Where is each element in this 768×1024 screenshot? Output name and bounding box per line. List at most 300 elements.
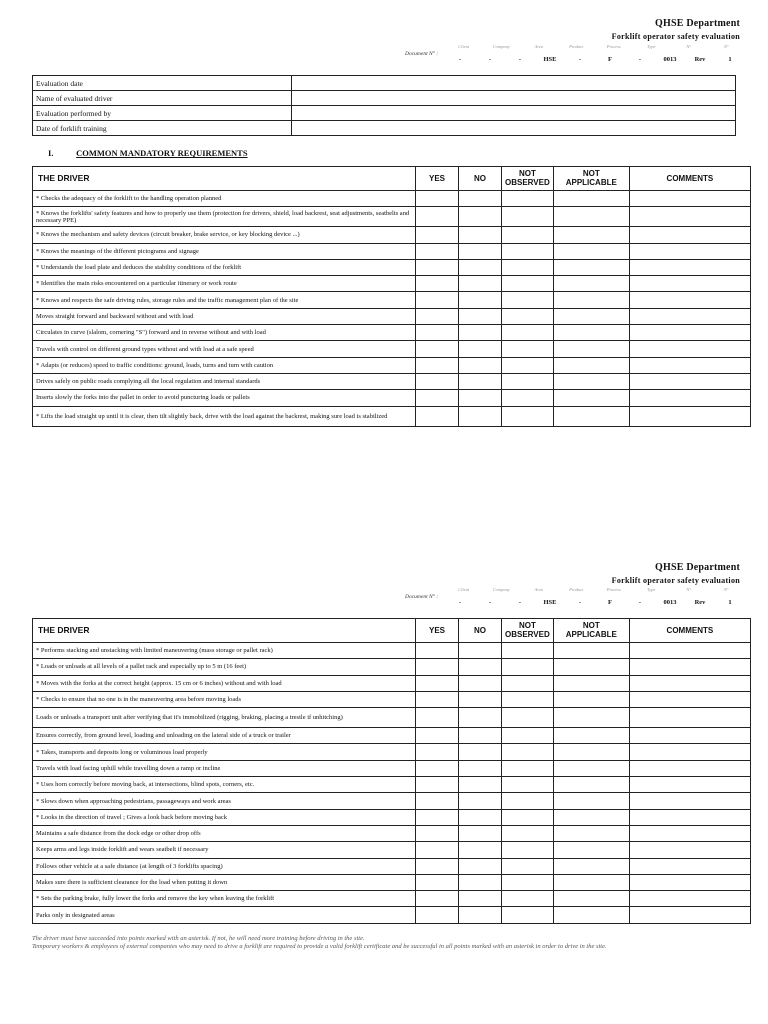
table-row <box>33 825 751 841</box>
no-cell[interactable] <box>459 643 502 659</box>
document-code-values <box>445 56 745 63</box>
not-observed-cell[interactable] <box>502 292 554 308</box>
not-observed-cell[interactable] <box>502 708 554 728</box>
table-row <box>33 760 751 776</box>
criterion-text: Follows other vehicle at a safe distance (at length of 3 forklifts spacing) <box>33 858 416 874</box>
department-title: QHSE Department <box>655 18 740 29</box>
criterion-text: * Uses horn correctly before moving back, at intersections, blind spots, corners, etc. <box>33 777 416 793</box>
document-number-line <box>405 44 745 66</box>
table-row <box>33 891 751 907</box>
not-observed-cell[interactable] <box>502 643 554 659</box>
department-title: QHSE Department <box>655 562 740 573</box>
comments-cell[interactable] <box>629 308 750 324</box>
table-row <box>33 777 751 793</box>
no-cell[interactable] <box>459 373 502 389</box>
no-cell[interactable] <box>459 390 502 406</box>
doc-col: Company <box>492 44 510 49</box>
yes-cell[interactable] <box>416 874 459 890</box>
no-cell[interactable] <box>459 227 502 243</box>
criterion-text: Makes sure there is sufficient clearance for the load when putting it down <box>33 874 416 890</box>
criterion-text: Parks only in designated areas <box>33 907 416 923</box>
doc-val: Rev <box>694 56 706 63</box>
doc-val: - <box>458 56 462 63</box>
doc-val: 0013 <box>663 599 677 606</box>
table-row <box>33 691 751 707</box>
comments-cell[interactable] <box>629 760 750 776</box>
criterion-text: * Slows down when approaching pedestrians, passageways and work areas <box>33 793 416 809</box>
yes-cell[interactable] <box>416 728 459 744</box>
table-header-row <box>33 619 751 643</box>
section-number: I. <box>48 148 54 158</box>
document-number-label: Document N° : <box>405 51 439 57</box>
criterion-text: * Adapts (or reduces) speed to traffic conditions: ground, loads, turns and turn with caution <box>33 357 416 373</box>
comments-cell[interactable] <box>629 858 750 874</box>
info-row <box>33 91 736 106</box>
table-row <box>33 643 751 659</box>
not-observed-cell[interactable] <box>502 777 554 793</box>
no-cell[interactable] <box>459 842 502 858</box>
no-cell[interactable] <box>459 760 502 776</box>
comments-cell[interactable] <box>629 675 750 691</box>
table-row <box>33 842 751 858</box>
header-not-applicable-text: NOT APPLICABLE <box>565 620 617 639</box>
not-applicable-cell[interactable] <box>553 728 629 744</box>
comments-cell[interactable] <box>629 793 750 809</box>
yes-cell[interactable] <box>416 259 459 275</box>
table-row <box>33 259 751 275</box>
table-row <box>33 390 751 406</box>
header-comments: COMMENTS <box>629 619 750 643</box>
table-row <box>33 373 751 389</box>
no-cell[interactable] <box>459 675 502 691</box>
not-observed-cell[interactable] <box>502 858 554 874</box>
yes-cell[interactable] <box>416 809 459 825</box>
comments-cell[interactable] <box>629 643 750 659</box>
not-observed-cell[interactable] <box>502 809 554 825</box>
doc-val: - <box>578 56 582 63</box>
doc-val: - <box>578 599 582 606</box>
not-observed-cell[interactable] <box>502 406 554 426</box>
not-observed-cell[interactable] <box>502 842 554 858</box>
form-title: Forklift operator safety evaluation <box>611 576 740 585</box>
criterion-text: Circulates in curve (slalom, cornering "S") forward and in reverse without and with load <box>33 325 416 341</box>
doc-col: Process <box>606 44 621 49</box>
criterion-text: Maintains a safe distance from the dock edge or other drop offs <box>33 825 416 841</box>
header-no: NO <box>459 167 502 191</box>
not-observed-cell[interactable] <box>502 659 554 675</box>
criterion-text: Loads or unloads a transport unit after verifying that it's immobilized (rigging, braking, placing a trestle if unhitching) <box>33 708 416 728</box>
table-row <box>33 793 751 809</box>
info-row <box>33 106 736 121</box>
criterion-text: * Looks in the direction of travel ; Gives a look back before moving back <box>33 809 416 825</box>
section-heading <box>48 148 248 158</box>
no-cell[interactable] <box>459 874 502 890</box>
not-observed-cell[interactable] <box>502 874 554 890</box>
comments-cell[interactable] <box>629 243 750 259</box>
doc-col: Type <box>647 587 656 592</box>
criterion-text: * Moves with the forks at the correct height (approx. 15 cm or 6 inches) without and with load <box>33 675 416 691</box>
not-observed-cell[interactable] <box>502 259 554 275</box>
criterion-text: * Knows the mechanism and safety devices (circuit breaker, brake service, or key blocking device ...) <box>33 227 416 243</box>
yes-cell[interactable] <box>416 191 459 207</box>
doc-col: Client <box>458 44 470 49</box>
no-cell[interactable] <box>459 276 502 292</box>
comments-cell[interactable] <box>629 809 750 825</box>
yes-cell[interactable] <box>416 227 459 243</box>
no-cell[interactable] <box>459 744 502 760</box>
comments-cell[interactable] <box>629 728 750 744</box>
comments-cell[interactable] <box>629 659 750 675</box>
not-observed-cell[interactable] <box>502 760 554 776</box>
comments-cell[interactable] <box>629 373 750 389</box>
doc-col: Company <box>492 587 510 592</box>
doc-col: Product <box>569 587 584 592</box>
document-code-values <box>445 599 745 606</box>
evaluation-table-page1 <box>32 166 751 427</box>
doc-col: N° <box>723 587 729 592</box>
not-applicable-cell[interactable] <box>553 390 629 406</box>
table-row <box>33 744 751 760</box>
not-applicable-cell[interactable] <box>553 308 629 324</box>
yes-cell[interactable] <box>416 292 459 308</box>
yes-cell[interactable] <box>416 708 459 728</box>
doc-val: 0013 <box>663 56 677 63</box>
no-cell[interactable] <box>459 708 502 728</box>
not-applicable-cell[interactable] <box>553 259 629 275</box>
not-observed-cell[interactable] <box>502 341 554 357</box>
comments-cell[interactable] <box>629 708 750 728</box>
no-cell[interactable] <box>459 809 502 825</box>
yes-cell[interactable] <box>416 675 459 691</box>
table-row <box>33 207 751 227</box>
not-observed-cell[interactable] <box>502 373 554 389</box>
doc-val: F <box>608 599 612 606</box>
not-applicable-cell[interactable] <box>553 744 629 760</box>
info-label: Name of evaluated driver <box>33 91 292 106</box>
doc-col: N° <box>723 44 729 49</box>
criterion-text: * Knows and respects the safe driving rules, storage rules and the traffic management plan of the site <box>33 292 416 308</box>
doc-val: HSE <box>543 56 557 63</box>
document-code-columns <box>445 587 745 592</box>
comments-cell[interactable] <box>629 842 750 858</box>
comments-cell[interactable] <box>629 191 750 207</box>
yes-cell[interactable] <box>416 760 459 776</box>
yes-cell[interactable] <box>416 357 459 373</box>
yes-cell[interactable] <box>416 373 459 389</box>
evaluation-date-field[interactable] <box>292 76 736 91</box>
not-applicable-cell[interactable] <box>553 373 629 389</box>
yes-cell[interactable] <box>416 744 459 760</box>
not-applicable-cell[interactable] <box>553 793 629 809</box>
yes-cell[interactable] <box>416 793 459 809</box>
no-cell[interactable] <box>459 691 502 707</box>
table-row <box>33 874 751 890</box>
criterion-text: * Sets the parking brake, fully lower the forks and remove the key when leaving the forklift <box>33 891 416 907</box>
doc-col: Process <box>606 587 621 592</box>
no-cell[interactable] <box>459 292 502 308</box>
not-applicable-cell[interactable] <box>553 243 629 259</box>
not-applicable-cell[interactable] <box>553 858 629 874</box>
document-number-label: Document N° : <box>405 594 439 600</box>
comments-cell[interactable] <box>629 874 750 890</box>
not-observed-cell[interactable] <box>502 891 554 907</box>
criterion-text: * Takes, transports and deposits long or voluminous load properly <box>33 744 416 760</box>
yes-cell[interactable] <box>416 659 459 675</box>
table-row <box>33 406 751 426</box>
not-applicable-cell[interactable] <box>553 874 629 890</box>
driver-name-field[interactable] <box>292 91 736 106</box>
page1-header <box>612 18 740 41</box>
not-observed-cell[interactable] <box>502 728 554 744</box>
doc-col: Type <box>647 44 656 49</box>
comments-cell[interactable] <box>629 406 750 426</box>
header-not-observed <box>502 619 554 643</box>
yes-cell[interactable] <box>416 325 459 341</box>
footer-notes <box>32 935 752 951</box>
doc-val: - <box>458 599 462 606</box>
no-cell[interactable] <box>459 907 502 923</box>
doc-col: N° <box>686 587 692 592</box>
yes-cell[interactable] <box>416 907 459 923</box>
no-cell[interactable] <box>459 659 502 675</box>
comments-cell[interactable] <box>629 325 750 341</box>
not-observed-cell[interactable] <box>502 243 554 259</box>
yes-cell[interactable] <box>416 243 459 259</box>
no-cell[interactable] <box>459 858 502 874</box>
comments-cell[interactable] <box>629 357 750 373</box>
not-applicable-cell[interactable] <box>553 276 629 292</box>
yes-cell[interactable] <box>416 691 459 707</box>
table-row <box>33 728 751 744</box>
table-row <box>33 276 751 292</box>
table-row <box>33 809 751 825</box>
doc-val: HSE <box>543 599 557 606</box>
no-cell[interactable] <box>459 325 502 341</box>
doc-val: - <box>518 56 522 63</box>
table-row <box>33 708 751 728</box>
not-observed-cell[interactable] <box>502 227 554 243</box>
comments-cell[interactable] <box>629 777 750 793</box>
header-not-observed-text: NOT OBSERVED <box>505 168 550 187</box>
comments-cell[interactable] <box>629 341 750 357</box>
no-cell[interactable] <box>459 357 502 373</box>
header-driver: THE DRIVER <box>33 167 416 191</box>
not-observed-cell[interactable] <box>502 793 554 809</box>
comments-cell[interactable] <box>629 207 750 227</box>
no-cell[interactable] <box>459 406 502 426</box>
yes-cell[interactable] <box>416 390 459 406</box>
no-cell[interactable] <box>459 793 502 809</box>
info-label: Date of forklift training <box>33 121 292 136</box>
criterion-text: * Knows the forklifts' safety features and how to properly use them (protection for drivers, shield, load backrest, seat adjustments, seatbelts and necessary PPE) <box>33 207 416 227</box>
doc-col: Area <box>534 44 544 49</box>
criterion-text: Inserts slowly the forks into the pallet in order to avoid puncturing loads or pallets <box>33 390 416 406</box>
criterion-text: * Knows the meanings of the different pictograms and signage <box>33 243 416 259</box>
not-applicable-cell[interactable] <box>553 643 629 659</box>
not-applicable-cell[interactable] <box>553 659 629 675</box>
no-cell[interactable] <box>459 243 502 259</box>
header-driver: THE DRIVER <box>33 619 416 643</box>
yes-cell[interactable] <box>416 825 459 841</box>
no-cell[interactable] <box>459 341 502 357</box>
info-row <box>33 121 736 136</box>
criterion-text: * Understands the load plate and deduces the stability conditions of the forklift <box>33 259 416 275</box>
not-applicable-cell[interactable] <box>553 292 629 308</box>
no-cell[interactable] <box>459 891 502 907</box>
evaluation-info-table <box>32 75 736 136</box>
section-title: COMMON MANDATORY REQUIREMENTS <box>76 148 248 158</box>
no-cell[interactable] <box>459 191 502 207</box>
evaluator-field[interactable] <box>292 106 736 121</box>
not-observed-cell[interactable] <box>502 191 554 207</box>
criterion-text: Ensures correctly, from ground level, loading and unloading on the lateral side of a truck or trailer <box>33 728 416 744</box>
table-row <box>33 675 751 691</box>
not-applicable-cell[interactable] <box>553 191 629 207</box>
yes-cell[interactable] <box>416 842 459 858</box>
not-applicable-cell[interactable] <box>553 809 629 825</box>
not-observed-cell[interactable] <box>502 308 554 324</box>
not-observed-cell[interactable] <box>502 357 554 373</box>
table-row <box>33 907 751 923</box>
comments-cell[interactable] <box>629 227 750 243</box>
table-row <box>33 191 751 207</box>
comments-cell[interactable] <box>629 390 750 406</box>
comments-cell[interactable] <box>629 907 750 923</box>
not-applicable-cell[interactable] <box>553 891 629 907</box>
footer-note: The driver must have succeeded into points marked with an asterisk. If not, he will need more training before driving in the site. <box>32 935 365 942</box>
document-code-columns <box>445 44 745 49</box>
yes-cell[interactable] <box>416 308 459 324</box>
doc-col: N° <box>686 44 692 49</box>
not-applicable-cell[interactable] <box>553 777 629 793</box>
header-comments: COMMENTS <box>629 167 750 191</box>
not-observed-cell[interactable] <box>502 390 554 406</box>
not-observed-cell[interactable] <box>502 675 554 691</box>
table-row <box>33 357 751 373</box>
header-not-applicable-text: NOT APPLICABLE <box>565 168 617 187</box>
doc-val: F <box>608 56 612 63</box>
doc-col: Product <box>569 44 584 49</box>
info-row <box>33 76 736 91</box>
not-applicable-cell[interactable] <box>553 357 629 373</box>
header-yes: YES <box>416 167 459 191</box>
not-observed-cell[interactable] <box>502 276 554 292</box>
not-applicable-cell[interactable] <box>553 907 629 923</box>
not-applicable-cell[interactable] <box>553 760 629 776</box>
criterion-text: * Checks the adequacy of the forklift to the handling operation planned <box>33 191 416 207</box>
not-applicable-cell[interactable] <box>553 691 629 707</box>
table-row <box>33 227 751 243</box>
not-observed-cell[interactable] <box>502 907 554 923</box>
info-label: Evaluation date <box>33 76 292 91</box>
table-header-row <box>33 167 751 191</box>
yes-cell[interactable] <box>416 276 459 292</box>
not-applicable-cell[interactable] <box>553 675 629 691</box>
not-applicable-cell[interactable] <box>553 825 629 841</box>
not-observed-cell[interactable] <box>502 744 554 760</box>
not-observed-cell[interactable] <box>502 207 554 227</box>
not-applicable-cell[interactable] <box>553 842 629 858</box>
comments-cell[interactable] <box>629 259 750 275</box>
header-no: NO <box>459 619 502 643</box>
header-not-applicable <box>553 619 629 643</box>
comments-cell[interactable] <box>629 292 750 308</box>
comments-cell[interactable] <box>629 276 750 292</box>
criterion-text: Travels with control on different ground types without and with load at a safe speed <box>33 341 416 357</box>
criterion-text: Keeps arms and legs inside forklift and wears seatbelt if necessary <box>33 842 416 858</box>
not-applicable-cell[interactable] <box>553 227 629 243</box>
criterion-text: * Identifies the main risks encountered on a particular itinerary or work route <box>33 276 416 292</box>
table-row <box>33 292 751 308</box>
doc-val: - <box>488 599 492 606</box>
info-label: Evaluation performed by <box>33 106 292 121</box>
no-cell[interactable] <box>459 825 502 841</box>
table-row <box>33 858 751 874</box>
no-cell[interactable] <box>459 207 502 227</box>
table-row <box>33 325 751 341</box>
document-number-line <box>405 587 745 609</box>
not-applicable-cell[interactable] <box>553 207 629 227</box>
not-observed-cell[interactable] <box>502 325 554 341</box>
yes-cell[interactable] <box>416 341 459 357</box>
yes-cell[interactable] <box>416 891 459 907</box>
doc-val: Rev <box>694 599 706 606</box>
header-not-applicable <box>553 167 629 191</box>
comments-cell[interactable] <box>629 891 750 907</box>
not-observed-cell[interactable] <box>502 691 554 707</box>
table-row <box>33 243 751 259</box>
table-row <box>33 659 751 675</box>
doc-val: 1 <box>728 599 732 606</box>
doc-col: Area <box>534 587 544 592</box>
criterion-text: Travels with load facing uphill while travelling down a ramp or incline <box>33 760 416 776</box>
not-applicable-cell[interactable] <box>553 325 629 341</box>
not-applicable-cell[interactable] <box>553 341 629 357</box>
comments-cell[interactable] <box>629 744 750 760</box>
yes-cell[interactable] <box>416 207 459 227</box>
doc-col: Client <box>458 587 470 592</box>
page2-header <box>612 562 740 585</box>
not-applicable-cell[interactable] <box>553 708 629 728</box>
yes-cell[interactable] <box>416 643 459 659</box>
not-applicable-cell[interactable] <box>553 406 629 426</box>
table-row <box>33 341 751 357</box>
form-title: Forklift operator safety evaluation <box>611 32 740 41</box>
no-cell[interactable] <box>459 259 502 275</box>
criterion-text: Drives safely on public roads complying all the local regulation and internal standards <box>33 373 416 389</box>
doc-val: - <box>488 56 492 63</box>
yes-cell[interactable] <box>416 858 459 874</box>
yes-cell[interactable] <box>416 406 459 426</box>
evaluation-table-page2 <box>32 618 751 924</box>
no-cell[interactable] <box>459 777 502 793</box>
footer-note: Temporary workers & employees of external companies who may need to drive a forklift are required to provide a valid forklift certificate and be successful in all points marked with an asterisk in order to drive in the site. <box>32 943 607 950</box>
header-yes: YES <box>416 619 459 643</box>
no-cell[interactable] <box>459 728 502 744</box>
yes-cell[interactable] <box>416 777 459 793</box>
doc-val: 1 <box>728 56 732 63</box>
criterion-text: * Lifts the load straight up until it is clear, then tilt slightly back, drive with the load against the backrest, making sure load is stabilized <box>33 406 416 426</box>
criterion-text: * Loads or unloads at all levels of a pallet rack and especially up to 5 m (16 feet) <box>33 659 416 675</box>
doc-val: - <box>518 599 522 606</box>
not-observed-cell[interactable] <box>502 825 554 841</box>
training-date-field[interactable] <box>292 121 736 136</box>
no-cell[interactable] <box>459 308 502 324</box>
comments-cell[interactable] <box>629 825 750 841</box>
criterion-text: * Checks to ensure that no one is in the maneuvering area before moving loads <box>33 691 416 707</box>
doc-val: - <box>638 599 642 606</box>
comments-cell[interactable] <box>629 691 750 707</box>
